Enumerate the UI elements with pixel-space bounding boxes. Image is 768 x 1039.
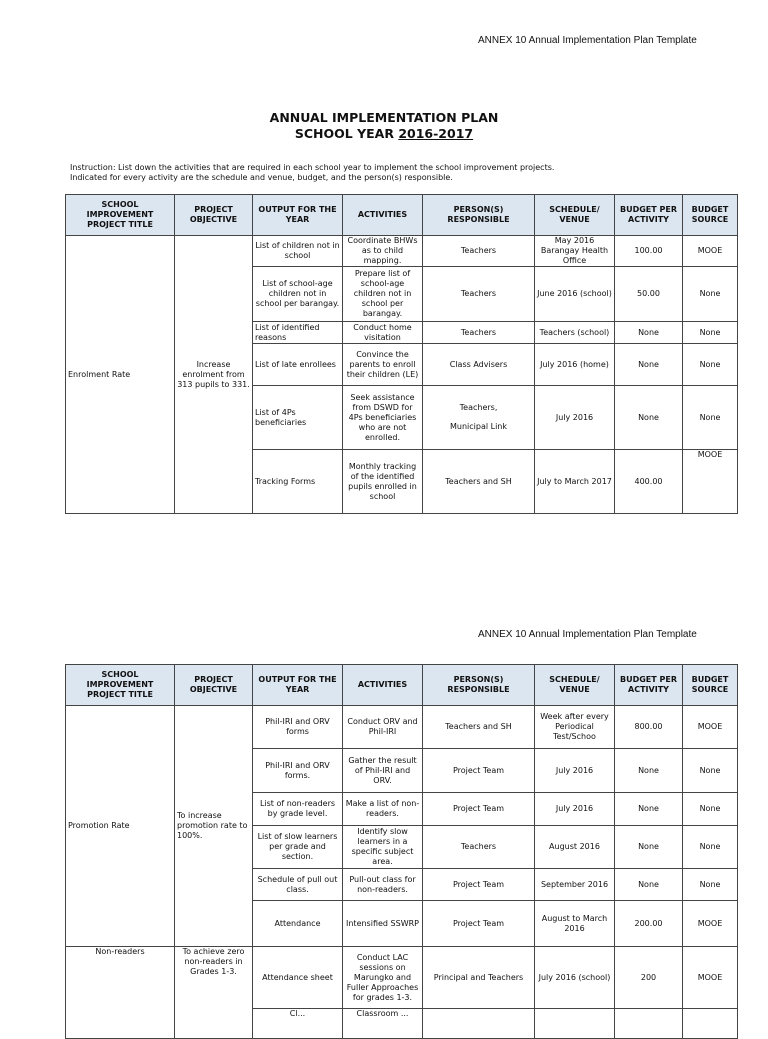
activity-cell: Gather the result of Phil-IRI and ORV. [343,749,423,793]
implementation-table-1 [65,194,738,514]
page-title: ANNUAL IMPLEMENTATION PLAN [269,110,499,125]
budget-cell: None [615,793,683,826]
schedule-cell: July 2016 (school) [535,947,615,1009]
project-title-cell: Non-readers [66,947,175,1039]
annex-label: ANNEX 10 Annual Implementation Plan Template [478,35,697,46]
schedule-cell: June 2016 (school) [535,267,615,322]
persons-line-2: Municipal Link [449,422,507,431]
output-cell: Schedule of pull out class. [253,869,343,901]
activity-cell: Monthly tracking of the identified pupils enrolled in school [343,450,423,514]
persons-cell: Project Team [423,901,535,947]
persons-cell: Teachers and SH [423,450,535,514]
budget-cell: None [615,749,683,793]
activity-cell: Make a list of non-readers. [343,793,423,826]
activity-cell: Classroom ... [343,1009,423,1039]
schedule-cell: July 2016 [535,749,615,793]
header-persons: PERSON(S) RESPONSIBLE [423,195,535,236]
header-schedule: SCHEDULE/ VENUE [535,665,615,706]
header-objective: PROJECT OBJECTIVE [175,195,253,236]
annex-label-page-2: ANNEX 10 Annual Implementation Plan Template [478,629,697,640]
header-title: SCHOOL IMPROVEMENT PROJECT TITLE [66,195,175,236]
output-cell: Attendance [253,901,343,947]
project-title-cell: Promotion Rate [66,706,175,947]
source-cell: MOOE [683,901,738,947]
output-cell: List of 4Ps beneficiaries [253,386,343,450]
budget-cell: 200.00 [615,901,683,947]
persons-cell: Principal and Teachers [423,947,535,1009]
activity-cell: Coordinate BHWs as to child mapping. [343,236,423,267]
schedule-cell: August 2016 [535,826,615,869]
persons-cell: Teachers and SH [423,706,535,749]
implementation-table-2 [65,664,738,1039]
output-cell: List of slow learners per grade and section. [253,826,343,869]
source-cell: None [683,869,738,901]
output-cell: List of identified reasons [253,322,343,344]
table-header-row [66,195,738,236]
source-cell: None [683,826,738,869]
budget-cell: 100.00 [615,236,683,267]
persons-cell: Teachers [423,267,535,322]
output-cell: Phil-IRI and ORV forms [253,706,343,749]
school-year-prefix: SCHOOL YEAR [294,126,399,141]
budget-cell: None [615,322,683,344]
instruction-line-2: Indicated for every activity are the schedule and venue, budget, and the person(s) responsible. [70,173,453,182]
source-cell: None [683,344,738,386]
output-cell: List of non-readers by grade level. [253,793,343,826]
project-objective-cell: To increase promotion rate to 100%. [175,706,253,947]
output-cell: Phil-IRI and ORV forms. [253,749,343,793]
activity-cell: Intensified SSWRP [343,901,423,947]
source-cell: None [683,386,738,450]
persons-cell: Teachers [423,826,535,869]
header-persons: PERSON(S) RESPONSIBLE [423,665,535,706]
budget-cell: 800.00 [615,706,683,749]
header-source: BUDGET SOURCE [683,195,738,236]
header-activities: ACTIVITIES [343,195,423,236]
budget-cell: 400.00 [615,450,683,514]
activity-cell: Identify slow learners in a specific subject area. [343,826,423,869]
persons-cell: Project Team [423,749,535,793]
activity-cell: Conduct ORV and Phil-IRI [343,706,423,749]
project-objective-cell: To achieve zero non-readers in Grades 1-3. [175,947,253,1039]
activity-cell: Conduct home visitation [343,322,423,344]
output-cell: Tracking Forms [253,450,343,514]
persons-cell: Class Advisers [423,344,535,386]
activity-cell: Seek assistance from DSWD for 4Ps beneficiaries who are not enrolled. [343,386,423,450]
header-budget: BUDGET PER ACTIVITY [615,665,683,706]
output-cell: List of late enrollees [253,344,343,386]
table-header-row [66,665,738,706]
table-row [66,236,738,267]
source-cell: MOOE [683,450,738,514]
schedule-cell: July to March 2017 [535,450,615,514]
budget-cell: None [615,344,683,386]
output-cell: Cl... [253,1009,343,1039]
persons-cell [423,386,535,450]
header-activities: ACTIVITIES [343,665,423,706]
header-schedule: SCHEDULE/ VENUE [535,195,615,236]
persons-line-1: Teachers, [459,403,498,412]
source-cell: None [683,322,738,344]
schedule-cell: Teachers (school) [535,322,615,344]
instruction-line-1: Instruction: List down the activities that are required in each school year to implement the school improvement projects. [70,163,555,172]
schedule-cell: Week after every Periodical Test/Schoo [535,706,615,749]
activity-cell: Convince the parents to enroll their children (LE) [343,344,423,386]
schedule-cell: September 2016 [535,869,615,901]
activity-cell: Conduct LAC sessions on Marungko and Fuller Approaches for grades 1-3. [343,947,423,1009]
budget-cell: None [615,386,683,450]
header-budget: BUDGET PER ACTIVITY [615,195,683,236]
source-cell: None [683,267,738,322]
project-title-cell: Enrolment Rate [66,236,175,514]
project-objective-cell: Increase enrolment from 313 pupils to 331. [175,236,253,514]
persons-cell: Project Team [423,793,535,826]
source-cell: None [683,793,738,826]
header-title: SCHOOL IMPROVEMENT PROJECT TITLE [66,665,175,706]
output-cell: List of school-age children not in school per barangay. [253,267,343,322]
instruction-text [70,163,750,183]
output-cell: Attendance sheet [253,947,343,1009]
table-row [66,947,738,1009]
budget-cell: 200 [615,947,683,1009]
persons-cell: Teachers [423,322,535,344]
header-source: BUDGET SOURCE [683,665,738,706]
school-year-line [0,126,768,142]
header-output: OUTPUT FOR THE YEAR [253,665,343,706]
output-cell: List of children not in school [253,236,343,267]
source-cell: MOOE [683,706,738,749]
schedule-cell: July 2016 [535,793,615,826]
budget-cell: 50.00 [615,267,683,322]
persons-cell: Project Team [423,869,535,901]
header-output: OUTPUT FOR THE YEAR [253,195,343,236]
schedule-cell: July 2016 [535,386,615,450]
header-objective: PROJECT OBJECTIVE [175,665,253,706]
source-cell: None [683,749,738,793]
schedule-cell: May 2016 Barangay Health Office [535,236,615,267]
schedule-cell: July 2016 (home) [535,344,615,386]
school-year-value: 2016-2017 [398,126,474,141]
source-cell: MOOE [683,236,738,267]
source-cell: MOOE [683,947,738,1009]
budget-cell: None [615,869,683,901]
schedule-cell: August to March 2016 [535,901,615,947]
persons-cell: Teachers [423,236,535,267]
table-row [66,706,738,749]
activity-cell: Pull-out class for non-readers. [343,869,423,901]
budget-cell: None [615,826,683,869]
activity-cell: Prepare list of school-age children not in school per barangay. [343,267,423,322]
